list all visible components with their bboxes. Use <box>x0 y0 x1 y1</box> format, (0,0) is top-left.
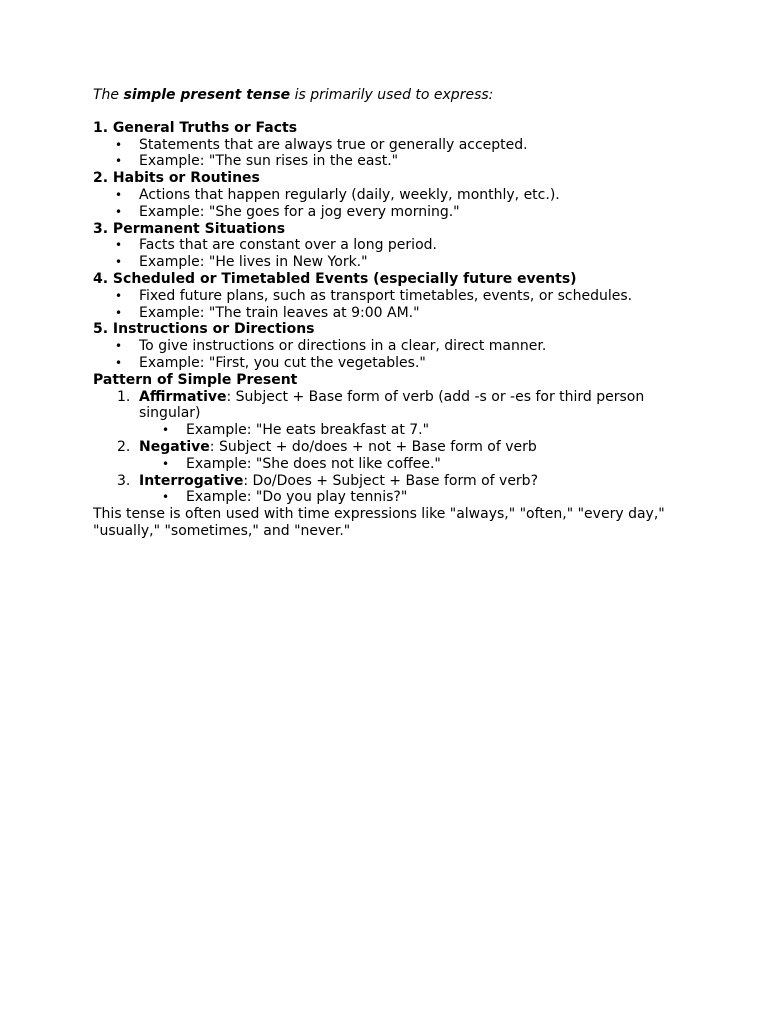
bullet-item: • Example: "Do you play tennis?" <box>186 489 693 506</box>
bullet-item: • Example: "First, you cut the vegetables." <box>139 355 693 372</box>
intro-after: is primarily used to express: <box>290 87 494 103</box>
pattern-rule: : Subject + Base form of verb (add -s or -es for third person singular) <box>139 388 645 422</box>
bullet-item: • Fixed future plans, such as transport timetables, events, or schedules. <box>139 288 693 305</box>
bullet-list <box>93 137 693 171</box>
usage-section <box>93 271 693 321</box>
bullet-list <box>139 489 693 506</box>
bullet-list <box>93 237 693 271</box>
usage-section <box>93 120 693 170</box>
bullet-item: • Example: "He eats breakfast at 7." <box>186 422 693 439</box>
bullet-item: • Example: "The train leaves at 9:00 AM." <box>139 305 693 322</box>
usage-section <box>93 221 693 271</box>
bullet-item: • To give instructions or directions in a clear, direct manner. <box>139 338 693 355</box>
bullet-item: • Example: "The sun rises in the east." <box>139 153 693 170</box>
pattern-rule: : Subject + do/does + not + Base form of verb <box>209 438 537 455</box>
section-heading: 5. Instructions or Directions <box>93 321 315 338</box>
pattern-item <box>117 388 693 439</box>
intro-before: The <box>93 87 124 103</box>
section-heading: 2. Habits or Routines <box>93 170 260 187</box>
closing-paragraph: This tense is often used with time expressions like "always," "often," "every day," "usually," "sometimes," and "never." <box>93 506 665 539</box>
pattern-number: 2. <box>117 438 131 455</box>
section-heading: 1. General Truths or Facts <box>93 119 298 136</box>
pattern-item <box>117 438 693 473</box>
usage-section <box>93 170 693 220</box>
pattern-number: 3. <box>117 472 131 489</box>
bullet-item: • Example: "He lives in New York." <box>139 254 693 271</box>
pattern-list <box>93 389 693 507</box>
bullet-list <box>93 187 693 221</box>
bullet-list <box>93 338 693 372</box>
pattern-term: Affirmative <box>139 388 227 405</box>
pattern-term: Interrogative <box>139 472 244 489</box>
usage-section <box>93 321 693 371</box>
pattern-heading: Pattern of Simple Present <box>93 371 298 388</box>
pattern-item <box>117 472 693 507</box>
bullet-list <box>139 422 693 439</box>
bullet-item: • Example: "She goes for a jog every morning." <box>139 204 693 221</box>
section-heading: 3. Permanent Situations <box>93 220 286 237</box>
bullet-item: • Actions that happen regularly (daily, weekly, monthly, etc.). <box>139 187 693 204</box>
bullet-item: • Example: "She does not like coffee." <box>186 456 693 473</box>
pattern-term: Negative <box>139 438 210 455</box>
section-heading: 4. Scheduled or Timetabled Events (especially future events) <box>93 270 577 287</box>
intro-emphasis: simple present tense <box>123 87 291 103</box>
bullet-item: • Facts that are constant over a long period. <box>139 237 693 254</box>
bullet-item: • Statements that are always true or generally accepted. <box>139 137 693 154</box>
document-page <box>0 0 693 540</box>
bullet-list <box>139 456 693 473</box>
pattern-rule: : Do/Does + Subject + Base form of verb? <box>243 472 539 489</box>
intro-line <box>93 87 693 104</box>
bullet-list <box>93 288 693 322</box>
pattern-number: 1. <box>117 388 131 405</box>
